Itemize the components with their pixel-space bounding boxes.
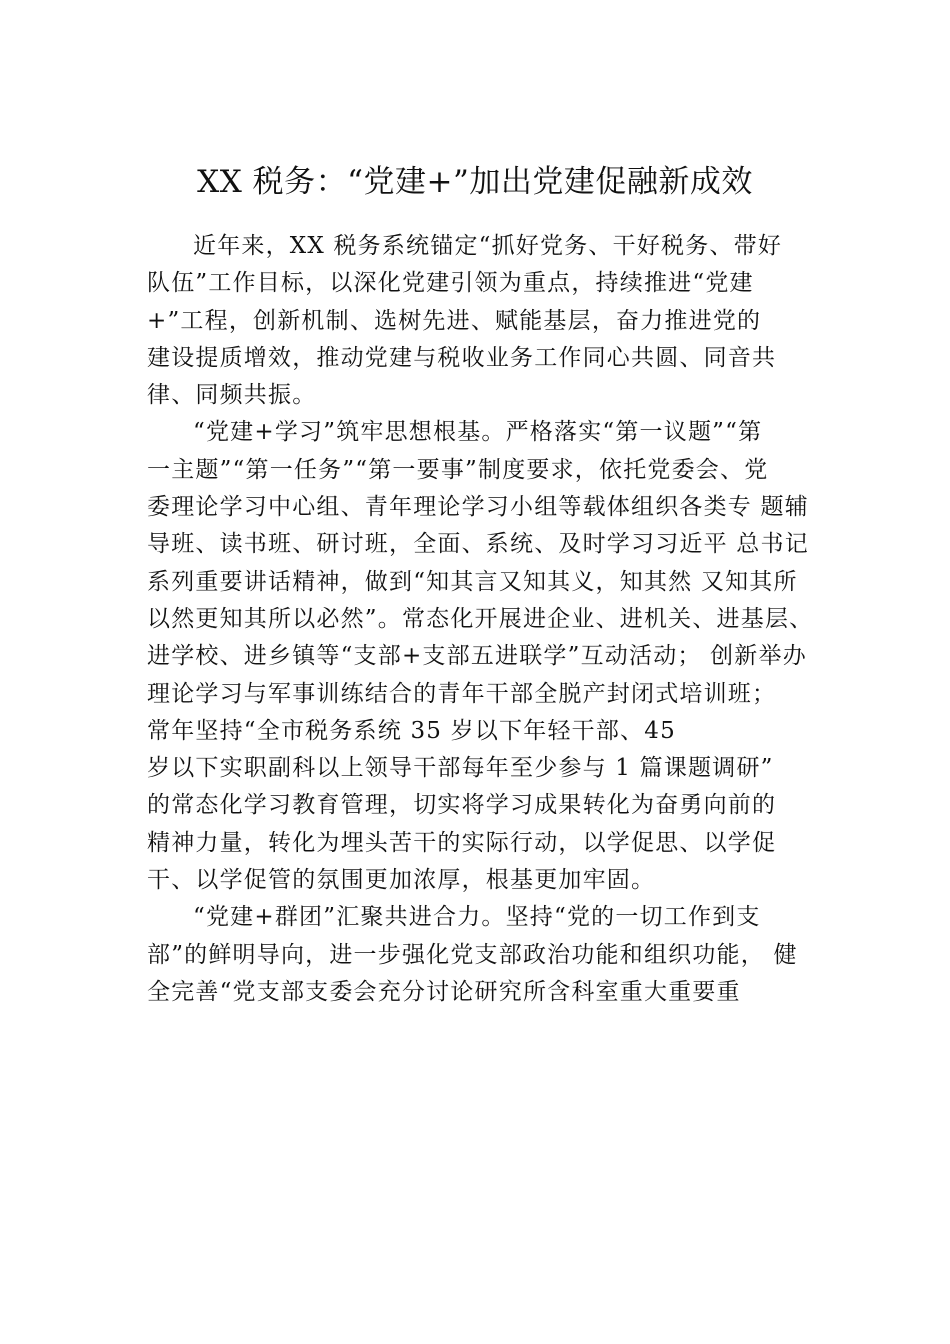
text-line: 干、以学促管的氛围更加浓厚，根基更加牢固。 xyxy=(147,867,656,894)
text-line: 以然更知其所以必然”。常态化开展进企业、进机关、进基层、 xyxy=(147,605,814,632)
text-line: 系列重要讲话精神，做到“知其言又知其义，知其然 又知其所 xyxy=(147,568,798,595)
text-line: 岁以下实职副科以上领导干部每年至少参与 1 篇课题调研” xyxy=(147,755,774,782)
text-line: 导班、读书班、研讨班，全面、系统、及时学习习近平 总书记 xyxy=(147,531,809,558)
document-title: XX 税务：“党建+”加出党建促融新成效 xyxy=(197,164,753,200)
paragraph-intro xyxy=(147,228,837,414)
text-line: “党建+群团”汇聚共进合力。坚持“党的一切工作到支 xyxy=(193,904,761,931)
text-line: 委理论学习中心组、青年理论学习小组等载体组织各类专 题辅 xyxy=(147,494,809,521)
text-line: 进学校、进乡镇等“支部+支部五进联学”互动活动； 创新举办 xyxy=(147,643,807,670)
text-line: 近年来，XX 税务系统锚定“抓好党务、干好税务、带好 xyxy=(193,233,783,259)
document-body xyxy=(147,228,837,1011)
text-line: 律、同频共振。 xyxy=(147,382,317,409)
text-line: 全完善“党支部支委会充分讨论研究所含科室重大重要重 xyxy=(147,978,741,1005)
text-line: +”工程，创新机制、选树先进、赋能基层，奋力推进党的 xyxy=(147,307,762,334)
text-line: 部”的鲜明导向，进一步强化党支部政治功能和组织功能， 健 xyxy=(147,941,798,968)
text-line: 的常态化学习教育管理，切实将学习成果转化为奋勇向前的 xyxy=(147,792,777,819)
text-line: 精神力量，转化为埋头苦干的实际行动，以学促思、以学促 xyxy=(147,829,777,856)
text-line: 常年坚持“全市税务系统 35 岁以下年轻干部、45 xyxy=(147,717,676,744)
paragraph-groups xyxy=(147,899,837,1011)
paragraph-study xyxy=(147,414,837,899)
text-line: 一主题”“第一任务”“第一要事”制度要求，依托党委会、党 xyxy=(147,456,769,483)
text-line: “党建+学习”筑牢思想根基。严格落实“第一议题”“第 xyxy=(193,419,763,446)
text-line: 建设提质增效，推动党建与税收业务工作同心共圆、同音共 xyxy=(147,344,777,371)
text-line: 理论学习与军事训练结合的青年干部全脱产封闭式培训班； xyxy=(147,680,777,707)
text-line: 队伍”工作目标，以深化党建引领为重点，持续推进“党建 xyxy=(147,270,754,297)
